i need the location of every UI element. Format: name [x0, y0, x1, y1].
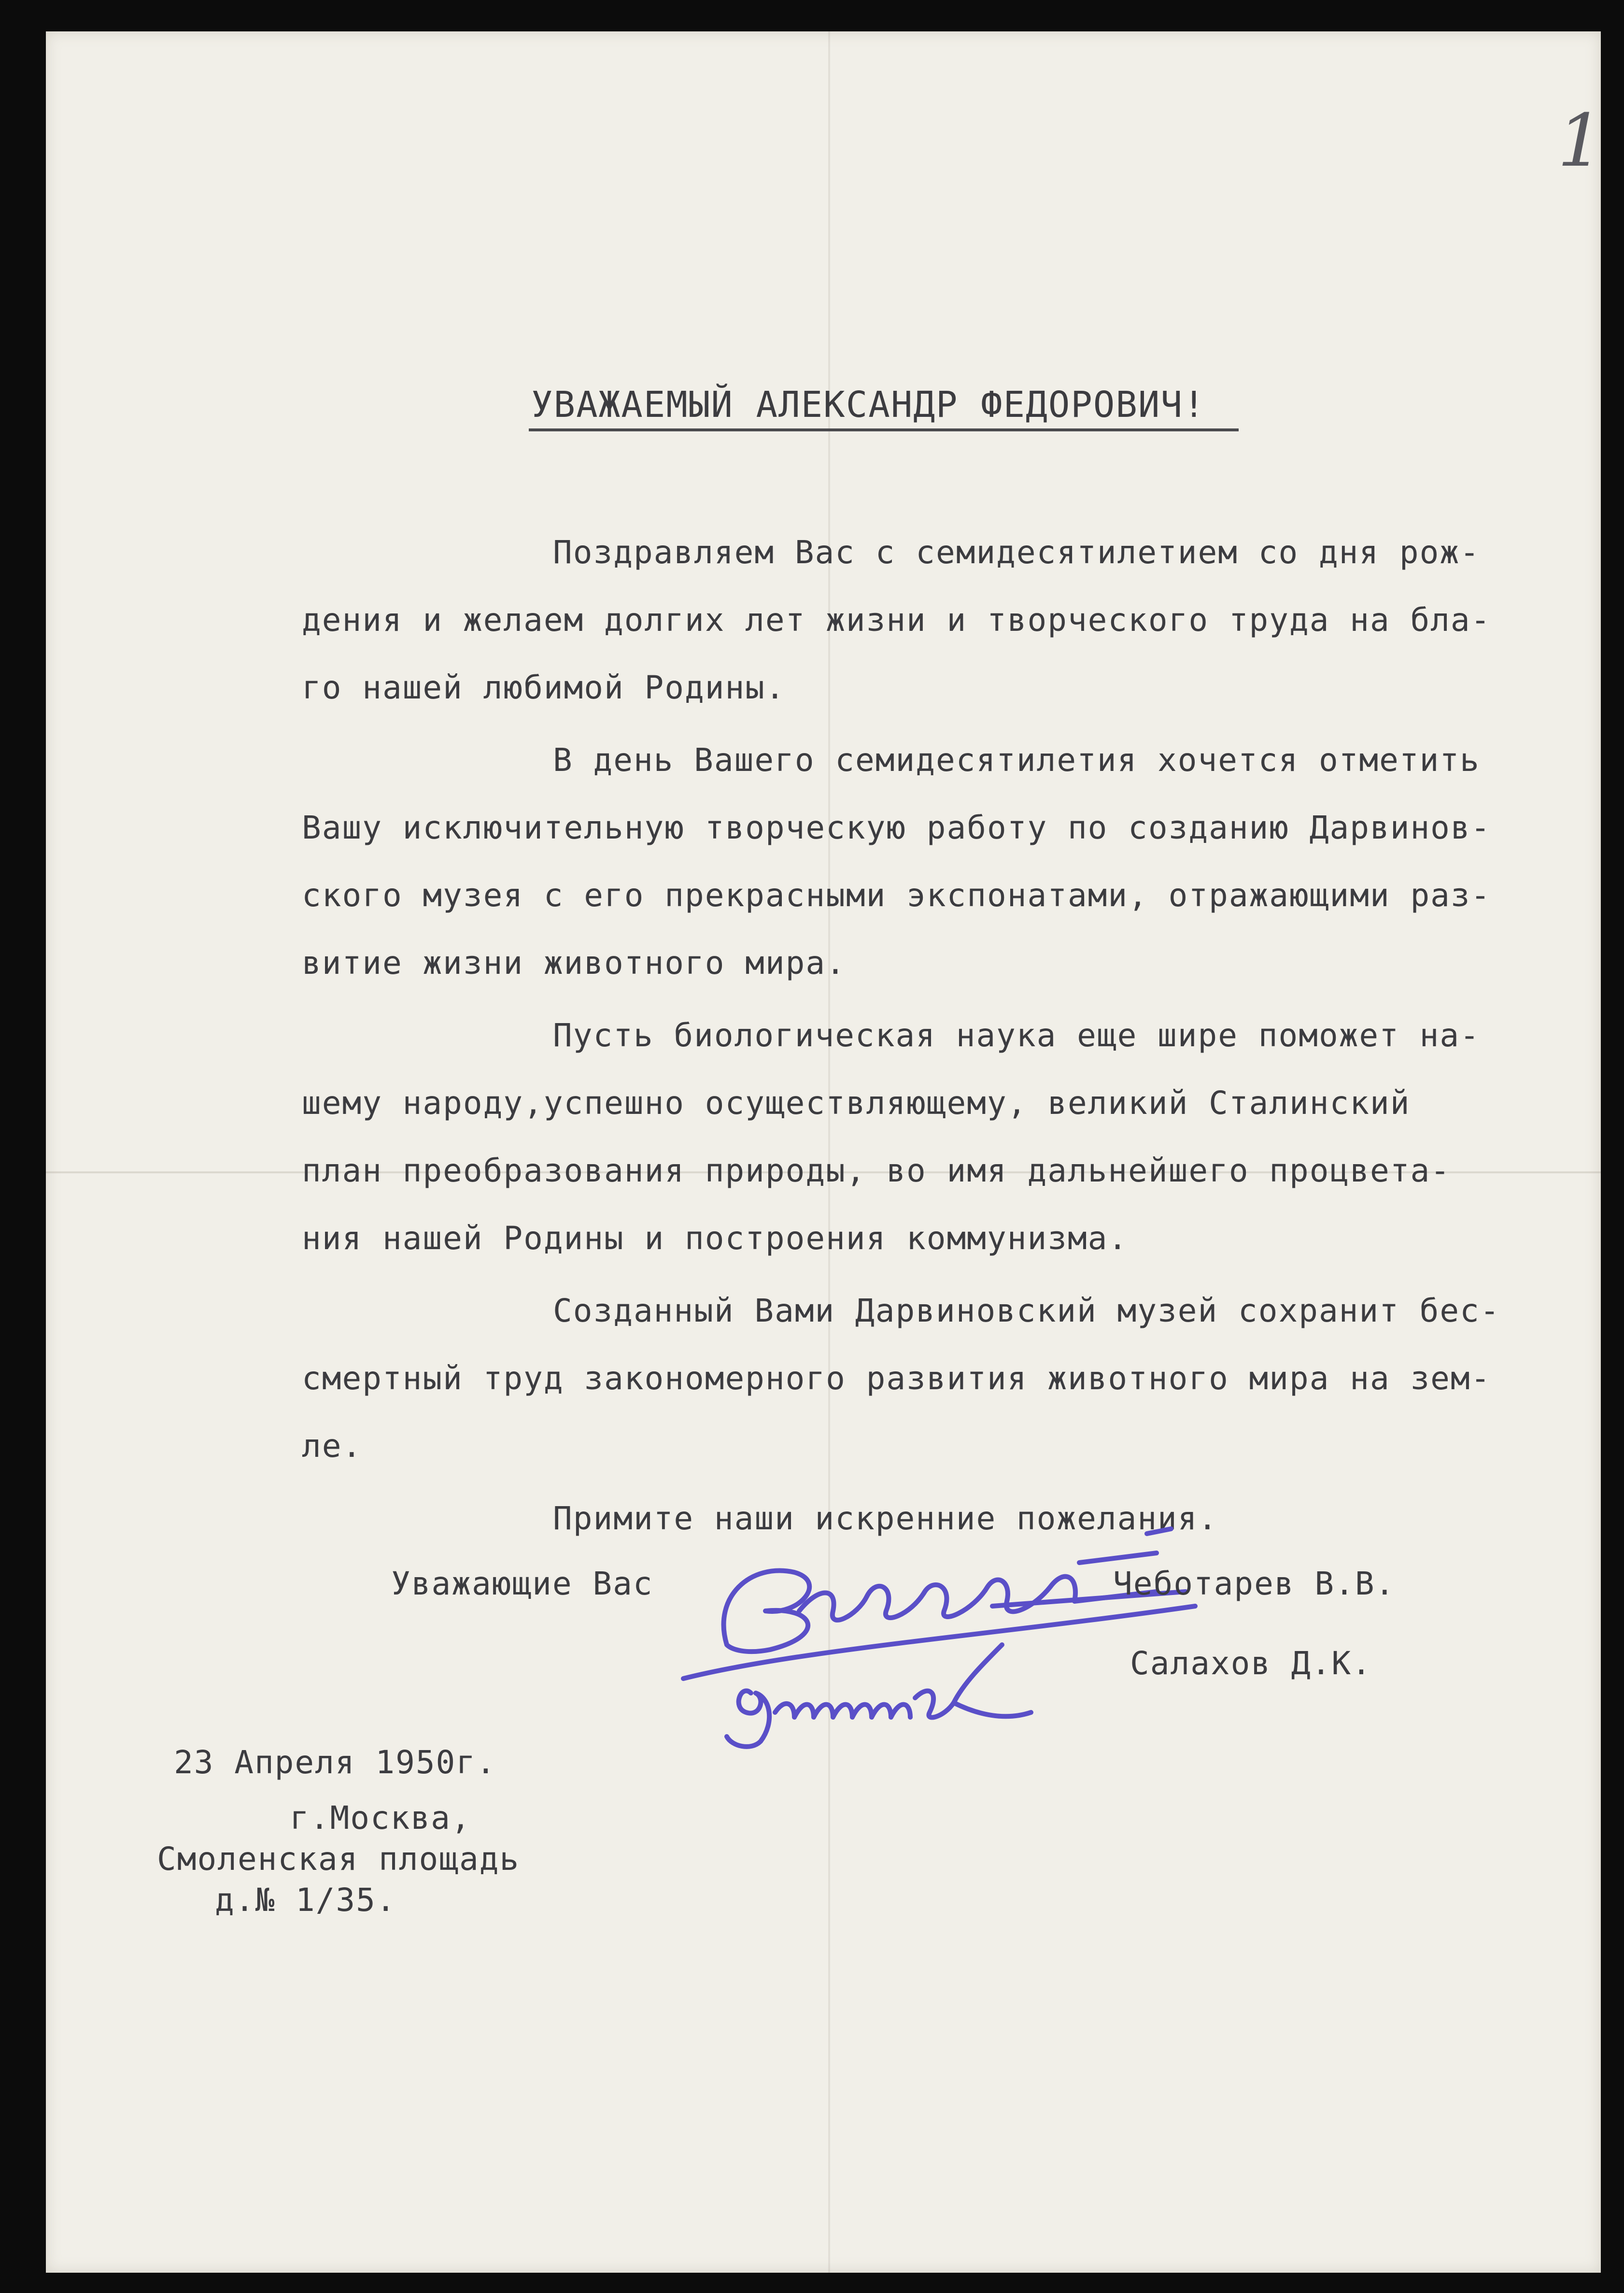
body-line: дения и желаем долгих лет жизни и творческого труда на бла-	[302, 601, 1491, 639]
salutation-underline	[529, 428, 1239, 431]
signatory-chebotarev: Чеботарев В.В.	[1113, 1565, 1396, 1602]
closing-phrase: Уважающие Вас	[391, 1565, 653, 1602]
body-line: Пусть биологическая наука еще шире поможет на-	[553, 1017, 1480, 1054]
letter-sheet	[46, 31, 1604, 2273]
body-line: ского музея с его прекрасными экспонатами, отражающими раз-	[302, 877, 1491, 914]
address-line-street: Смоленская площадь	[157, 1840, 520, 1878]
signature-salakhov-image	[712, 1625, 1050, 1770]
body-line: Созданный Вами Дарвиновский музей сохранит бес-	[553, 1292, 1500, 1329]
body-line: Поздравляем Вас с семидесятилетием со дня рож-	[553, 534, 1480, 571]
page-number: 1	[1557, 99, 1604, 183]
body-line: го нашей любимой Родины.	[302, 669, 786, 706]
salutation: УВАЖАЕМЫЙ АЛЕКСАНДР ФЕДОРОВИЧ!	[531, 384, 1206, 426]
body-line: план преобразования природы, во имя дальнейшего процвета-	[302, 1152, 1451, 1189]
signatory-salakhov: Салахов Д.К.	[1130, 1645, 1372, 1682]
address-line-house: д.№ 1/35.	[215, 1881, 396, 1919]
body-line: шему народу,успешно осуществляющему, великий Сталинский	[302, 1084, 1411, 1122]
body-line: Примите наши искренние пожелания.	[553, 1500, 1218, 1537]
body-line: В день Вашего семидесятилетия хочется отметить	[553, 741, 1480, 779]
body-line: витие жизни животного мира.	[302, 944, 846, 982]
body-line: ния нашей Родины и построения коммунизма.	[302, 1220, 1129, 1257]
body-line: смертный труд закономерного развития животного мира на зем-	[302, 1360, 1491, 1397]
body-line: Вашу исключительную творческую работу по созданию Дарвинов-	[302, 809, 1491, 846]
address-line-city: г.Москва,	[290, 1799, 471, 1837]
letter-date: 23 Апреля 1950г.	[174, 1744, 496, 1781]
body-line: ле.	[302, 1427, 363, 1465]
